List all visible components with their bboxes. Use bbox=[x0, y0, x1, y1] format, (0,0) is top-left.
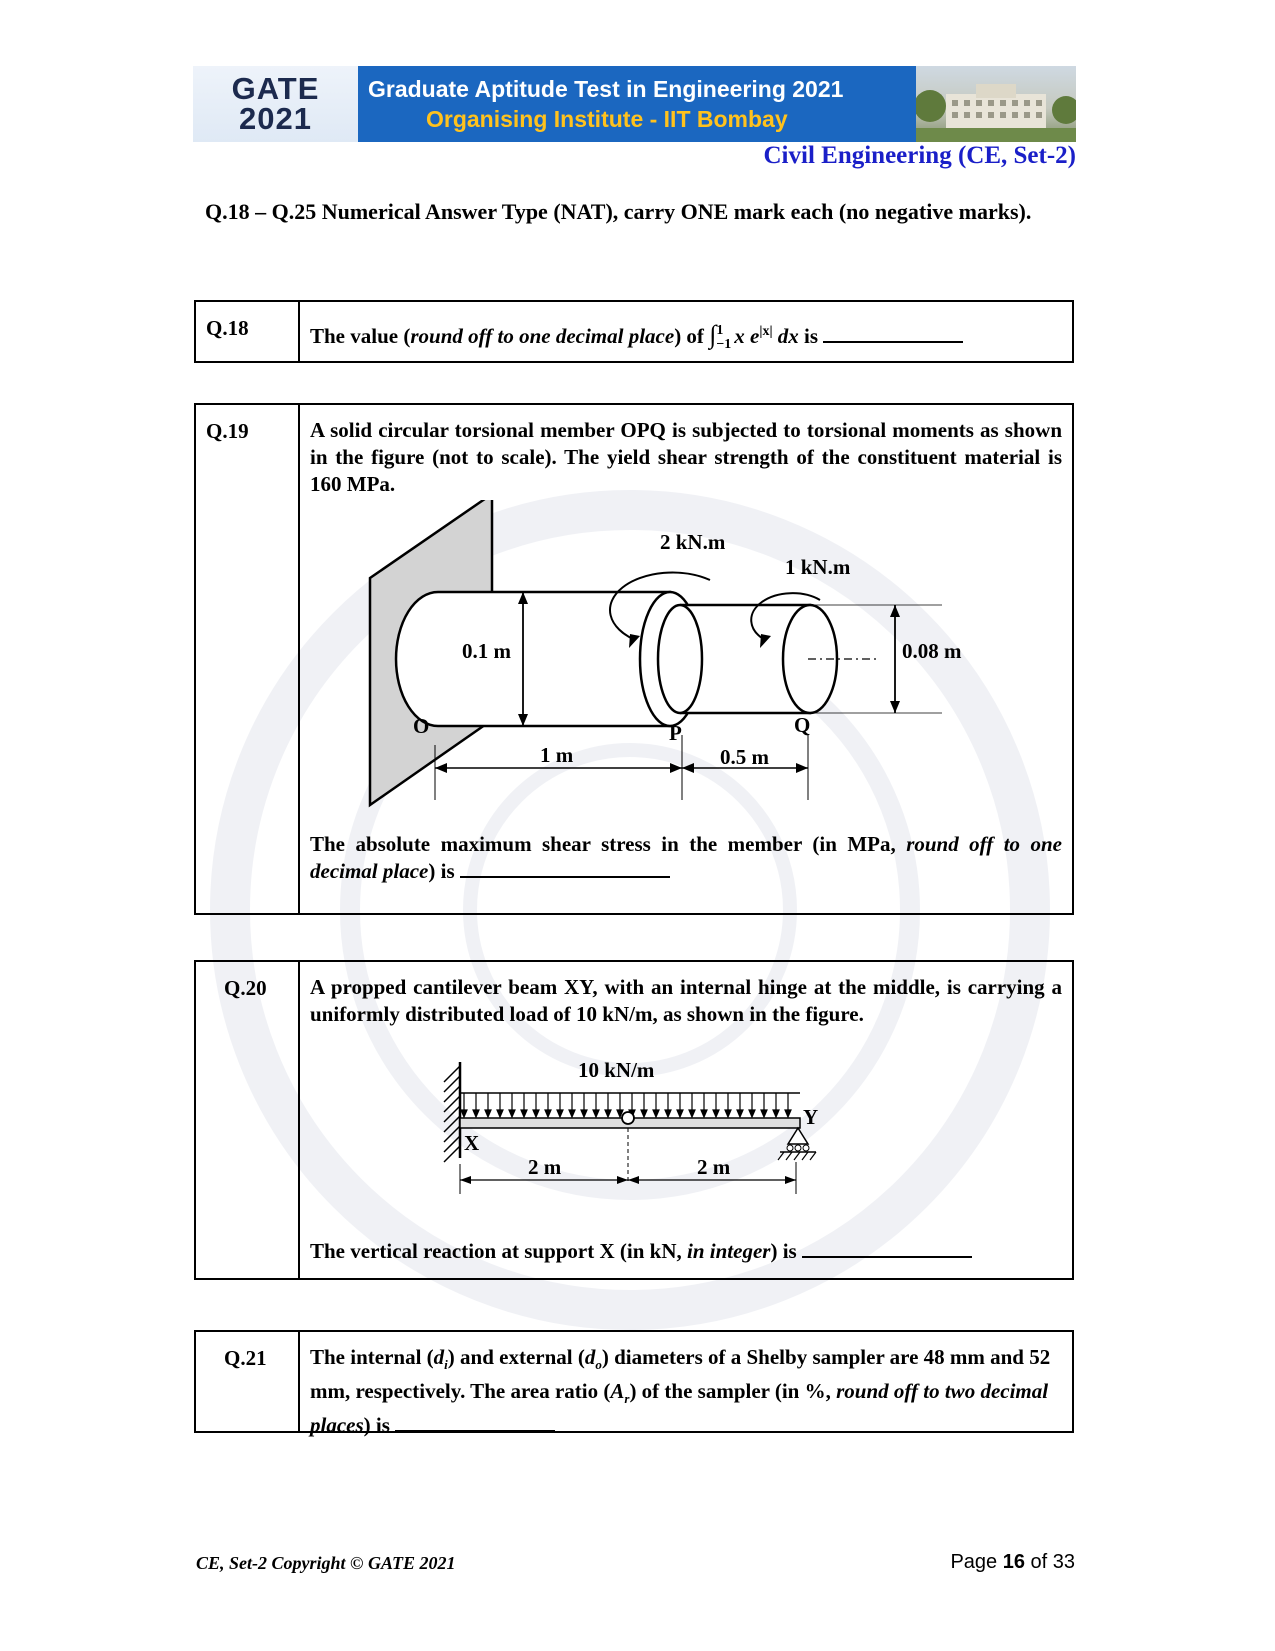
udl-arrowhead bbox=[665, 1110, 671, 1117]
udl-arrowhead bbox=[509, 1110, 515, 1117]
question-18-box bbox=[194, 300, 1074, 363]
question-number: Q.20 bbox=[196, 962, 300, 1278]
exponent: |x| bbox=[759, 324, 773, 339]
label-p: P bbox=[669, 721, 682, 745]
logo-line-1: GATE bbox=[231, 71, 320, 106]
do-symbol: d bbox=[584, 1345, 596, 1369]
footer-page-number bbox=[950, 1551, 1075, 1574]
torque-label-q: 1 kN.m bbox=[785, 555, 851, 579]
question-body bbox=[300, 405, 1072, 913]
udl-arrowhead bbox=[473, 1110, 479, 1117]
question-body bbox=[300, 302, 1072, 361]
answer-blank[interactable] bbox=[802, 1238, 972, 1258]
banner-title: Graduate Aptitude Test in Engineering 2021 bbox=[368, 76, 844, 102]
span-label-right: 2 m bbox=[697, 1155, 731, 1179]
q20-question bbox=[310, 1238, 1062, 1265]
section-title: Q.18 – Q.25 Numerical Answer Type (NAT), carry ONE mark each (no negative marks). bbox=[205, 199, 1032, 224]
di-sub: i bbox=[444, 1357, 448, 1373]
subject-title: Civil Engineering (CE, Set-2) bbox=[763, 142, 1076, 169]
torsional-member-figure bbox=[330, 500, 1030, 820]
banner-subtitle: Organising Institute - IIT Bombay bbox=[426, 106, 788, 132]
q19-question-before: The absolute maximum shear stress in the member (in MPa, bbox=[310, 832, 907, 856]
udl-arrowhead bbox=[725, 1110, 731, 1117]
udl-arrowhead bbox=[545, 1110, 551, 1117]
question-number: Q.21 bbox=[196, 1332, 300, 1431]
udl-arrowhead bbox=[485, 1110, 491, 1117]
udl-arrowhead bbox=[461, 1110, 467, 1117]
upper-limit: 1 bbox=[716, 323, 724, 339]
di-symbol: d bbox=[433, 1345, 445, 1369]
q21-t6: ) is bbox=[363, 1413, 390, 1438]
label-q: Q bbox=[794, 713, 811, 737]
page-suffix: of 33 bbox=[1024, 1551, 1075, 1573]
udl-arrowhead bbox=[737, 1110, 743, 1117]
lower-limit: −1 bbox=[716, 337, 732, 353]
q21-t2: ) and external ( bbox=[447, 1345, 585, 1369]
ar-sub: r bbox=[624, 1391, 630, 1407]
udl-arrowhead bbox=[677, 1110, 683, 1117]
q20-question-after: ) is bbox=[770, 1239, 797, 1263]
load-label: 10 kN/m bbox=[578, 1062, 655, 1082]
q18-text-after: is bbox=[798, 324, 819, 348]
q20-text: A propped cantilever beam XY, with an internal hinge at the middle, is carrying a uniformly distributed load of 10 kN/m, as shown in the figure. bbox=[310, 975, 1062, 1026]
q19-question-italic: round off to one decimal place bbox=[310, 832, 1062, 883]
q19-question-after: ) is bbox=[428, 859, 455, 883]
q21-t4: ) of the sampler (in %, bbox=[629, 1379, 837, 1404]
question-body bbox=[300, 962, 1072, 1278]
ar-symbol: A bbox=[610, 1379, 625, 1404]
length-label-op: 1 m bbox=[540, 743, 574, 767]
span-label-left: 2 m bbox=[528, 1155, 562, 1179]
udl-arrowhead bbox=[773, 1110, 779, 1117]
answer-blank[interactable] bbox=[460, 858, 670, 878]
integral-limits bbox=[716, 324, 731, 352]
campus-photo bbox=[916, 66, 1076, 142]
gate-logo bbox=[193, 66, 358, 142]
banner-text bbox=[358, 66, 916, 142]
q20-question-before: The vertical reaction at support X (in kN, bbox=[310, 1239, 688, 1263]
udl-arrowhead bbox=[533, 1110, 539, 1117]
q19-text: A solid circular torsional member OPQ is subjected to torsional moments as shown in the figure (not to scale). The yield shear strength of the constituent material is 160 MPa. bbox=[310, 418, 1062, 496]
udl-arrowhead bbox=[641, 1110, 647, 1117]
udl-arrowhead bbox=[785, 1110, 791, 1117]
udl-arrowhead bbox=[761, 1110, 767, 1117]
question-number: Q.18 bbox=[196, 302, 300, 361]
dx: dx bbox=[772, 324, 799, 348]
udl-arrowhead bbox=[749, 1110, 755, 1117]
q18-text-italic: round off to one decimal place bbox=[410, 324, 675, 348]
udl-arrowhead bbox=[581, 1110, 587, 1117]
q19-question bbox=[310, 831, 1062, 885]
udl-arrowhead bbox=[521, 1110, 527, 1117]
q18-text-before: The value ( bbox=[310, 324, 411, 348]
q18-text-mid: ) of bbox=[674, 324, 710, 348]
page-prefix: Page bbox=[950, 1551, 1003, 1573]
question-21-box bbox=[194, 1330, 1074, 1438]
label-y: Y bbox=[803, 1105, 819, 1129]
torque-label-p: 2 kN.m bbox=[660, 530, 726, 554]
udl-arrowhead bbox=[689, 1110, 695, 1117]
q20-question-italic: in integer bbox=[687, 1239, 771, 1263]
udl-arrowhead bbox=[569, 1110, 575, 1117]
question-number: Q.19 bbox=[196, 405, 300, 913]
gate-header-banner bbox=[193, 66, 1076, 142]
dia-label-op: 0.1 m bbox=[462, 639, 511, 663]
udl-arrowhead bbox=[605, 1110, 611, 1117]
question-20-box bbox=[194, 960, 1074, 1280]
udl-arrowhead bbox=[713, 1110, 719, 1117]
label-o: O bbox=[413, 714, 430, 738]
propped-cantilever-figure bbox=[440, 1062, 840, 1222]
integrand: x e bbox=[734, 324, 760, 348]
shaft-pq-start bbox=[658, 605, 702, 713]
udl-arrowhead bbox=[593, 1110, 599, 1117]
q21-t3: ) diameters of a Shelby sampler are 48 mm and 52 mm, respectively. The area ratio ( bbox=[310, 1345, 1051, 1404]
udl-arrowhead bbox=[497, 1110, 503, 1117]
page-current: 16 bbox=[1002, 1551, 1025, 1573]
internal-hinge bbox=[622, 1112, 634, 1124]
roller-support bbox=[788, 1128, 808, 1144]
footer-copyright: CE, Set-2 Copyright © GATE 2021 bbox=[196, 1553, 456, 1573]
question-19-box bbox=[194, 403, 1074, 915]
answer-blank[interactable] bbox=[395, 1412, 555, 1432]
q21-t5: round off to two decimal places bbox=[310, 1379, 1049, 1438]
label-x: X bbox=[464, 1131, 480, 1155]
integral-sign: ∫ bbox=[709, 320, 717, 349]
udl-arrowhead bbox=[653, 1110, 659, 1117]
do-sub: o bbox=[595, 1357, 602, 1373]
answer-blank[interactable] bbox=[823, 323, 963, 343]
dia-label-pq: 0.08 m bbox=[902, 639, 962, 663]
logo-line-2: 2021 bbox=[239, 101, 312, 136]
shaft-op bbox=[396, 592, 670, 726]
question-body bbox=[300, 1332, 1072, 1438]
udl-arrowhead bbox=[557, 1110, 563, 1117]
udl-arrowhead bbox=[701, 1110, 707, 1117]
length-label-pq: 0.5 m bbox=[720, 745, 769, 769]
q21-t1: The internal ( bbox=[310, 1345, 434, 1369]
